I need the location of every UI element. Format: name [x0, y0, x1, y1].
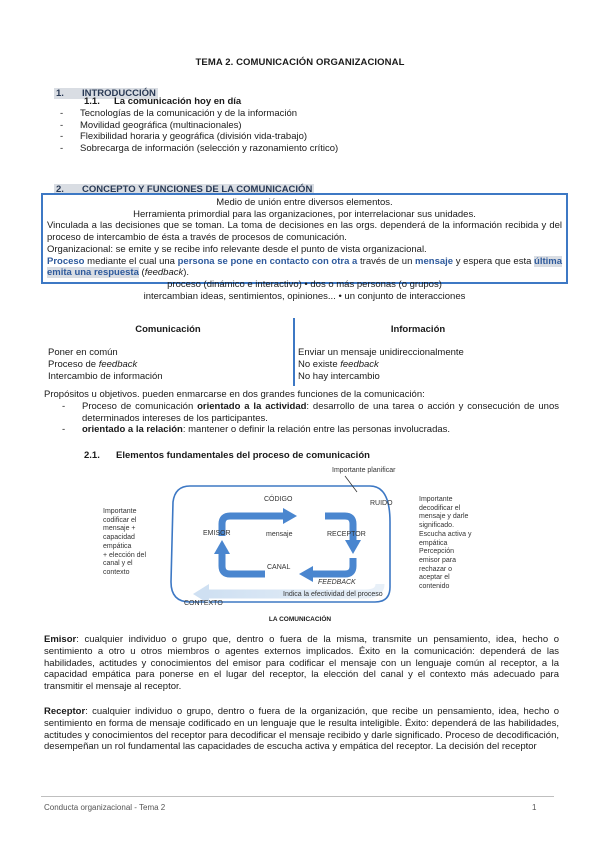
term-receptor: Receptor — [44, 706, 86, 717]
bold-run: persona se pone en contacto con otra a — [177, 255, 358, 267]
subsection-1-1 — [84, 96, 241, 107]
cell-text: No existe — [298, 359, 341, 370]
subsection-2-1-title: Elementos fundamentales del proceso de comunicación — [116, 450, 370, 461]
right-note — [419, 496, 504, 592]
label-feedback: FEEDBACK — [318, 579, 356, 586]
list-item: - Flexibilidad horaria y geográfica (división vida-trabajo) — [60, 131, 560, 143]
table-cell: Poner en común — [48, 347, 118, 358]
label-efectividad: Indica la efectividad del proceso — [283, 591, 383, 598]
section2-num: 2. — [56, 184, 64, 195]
note-line: Escucha activa y — [419, 530, 472, 538]
arrow-left — [222, 552, 265, 574]
functions-intro: Propósitos u objetivos. pueden enmarcarse en dos grandes funciones de la comunicación: — [44, 389, 425, 400]
table-cell: No hay intercambio — [298, 371, 380, 382]
note-line: empática — [419, 539, 448, 547]
label-contexto: CONTEXTO — [184, 600, 223, 607]
note-line: Importante — [419, 496, 453, 503]
subsection-1-1-title: La comunicación hoy en día — [114, 96, 242, 107]
subsection-2-1 — [84, 450, 370, 461]
table-cell: Enviar un mensaje unidireccionalmente — [298, 347, 464, 358]
diagram-top-note: Importante planificar — [332, 467, 396, 474]
bold-run: orientado a la actividad — [197, 401, 307, 412]
note-line: Importante — [103, 508, 137, 515]
text-run: través de un — [357, 255, 416, 267]
list-item — [62, 424, 559, 436]
note-line: empática — [103, 542, 132, 550]
col-comunicacion — [48, 347, 288, 383]
arrow-bottom — [310, 558, 353, 574]
receptor-paragraph — [44, 706, 559, 766]
section1-num: 1. — [56, 88, 64, 99]
text-run: y espera que esta — [453, 255, 535, 267]
concept-line: Organizacional: se emite y se recibe info relevante desde el punto de vista organizacional. — [47, 243, 427, 255]
label-emisor: EMISOR — [203, 530, 231, 537]
text-run: mediante el cual una — [84, 255, 178, 267]
list-item: - Movilidad geográfica (multinacionales) — [60, 120, 560, 132]
col-head-informacion: Información — [390, 324, 446, 335]
paragraph-text: : cualquier individuo o grupo, dentro o fuera de la organización, que recibe un pensamiento, idea, hecho o sentimiento en forma de mensaje codificado en un lenguaje que le resulta inteligible. Éxito: dependerá de las habilidades, actitudes y conocimientos del receptor para decodificar el mensaje recibido y darle significado. Proceso de decodificación, desempeñan un rol fundamental las capacidades de escucha activa y empática del receptor. La decisión del receptor — [44, 706, 559, 753]
list-item: - Sobrecarga de información (selección y razonamiento crítico) — [60, 143, 560, 155]
note-line: contexto — [103, 568, 130, 576]
paragraph-text: : cualquier individuo o grupo que, dentro o fuera de la misma, transmite un pensamiento, idea, hecho o sentimiento a otro u otros miembros o agentes externos implicados. Éxito en la comunicación: dependerá de las habilidades, actitudes y conocimientos del emisor para codificar el mensaje con un lenguaje común al receptor, a la capacidad empática para ponerse en el lugar del receptor, la elección del canal y el contexto más adecuado para transmitir el mensaje al receptor. — [44, 634, 559, 693]
list-item — [62, 401, 559, 424]
cell-italic: feedback — [340, 359, 379, 370]
footer-text: Conducta organizacional - Tema 2 — [44, 803, 166, 812]
subsection-2-1-num: 2.1. — [84, 450, 100, 461]
text-run: ( — [138, 267, 145, 279]
cell-italic: feedback — [98, 359, 138, 370]
bold-run: mensaje — [415, 255, 454, 267]
text-run: : desarrollo de una tarea o acción y consecución de unos determinados intereses de los participantes. — [82, 401, 560, 424]
text-run: Proceso de comunicación — [82, 401, 198, 412]
table-divider — [293, 318, 295, 386]
note-line: + elección del — [103, 551, 147, 559]
arrow-head — [299, 566, 313, 582]
arrow-head — [345, 540, 361, 554]
concept-line: proceso (dinámico e interactivo) • dos o más personas (o grupos) — [167, 278, 442, 290]
note-line: mensaje + — [103, 525, 136, 533]
arrow-right — [325, 516, 353, 542]
subsection-1-1-num: 1.1. — [84, 96, 100, 107]
footer-divider — [41, 796, 554, 797]
emisor-paragraph — [44, 634, 559, 693]
table-cell — [298, 359, 558, 371]
note-line: canal y el — [103, 560, 133, 568]
concept-line: Herramienta primordial para las organizaciones, por interrelacionar sus unidades. — [133, 208, 476, 220]
note-line: mensaje y darle — [419, 513, 469, 521]
note-line: aceptar el — [419, 574, 450, 582]
concept-box — [41, 193, 568, 302]
note-line: Percepción — [419, 548, 455, 556]
arrow-head — [283, 508, 297, 524]
text-run: ). — [183, 267, 190, 279]
note-line: contenido — [419, 583, 450, 591]
page-number: 1 — [532, 803, 537, 812]
label-codigo: CÓDIGO — [264, 496, 293, 503]
col-informacion — [298, 347, 558, 383]
note-line: capacidad — [103, 534, 135, 542]
note-line: codificar el — [103, 516, 137, 524]
label-canal: CANAL — [267, 564, 291, 571]
section2-title: CONCEPTO Y FUNCIONES DE LA COMUNICACIÓN — [82, 184, 313, 195]
italic-run: feedback — [144, 267, 184, 279]
process-definition — [47, 256, 562, 279]
left-note — [103, 508, 178, 578]
table-cell — [48, 359, 288, 371]
label-receptor: RECEPTOR — [327, 531, 366, 538]
label-mensaje: mensaje — [266, 531, 293, 538]
bold-run: última emita una respuesta — [47, 255, 563, 279]
note-pointer — [345, 476, 357, 492]
page-title: TEMA 2. COMUNICACIÓN ORGANIZACIONAL — [195, 57, 405, 68]
functions-list — [62, 401, 559, 436]
list-item: - Tecnologías de la comunicación y de la información — [60, 108, 560, 120]
section1-title: INTRODUCCIÓN — [82, 88, 156, 99]
col-head-comunicacion: Comunicación — [135, 324, 201, 335]
note-line: rechazar o — [419, 565, 453, 573]
diagram-caption: LA COMUNICACIÓN — [268, 616, 332, 623]
term-proceso: Proceso — [47, 255, 85, 267]
term-emisor: Emisor — [44, 634, 77, 645]
note-line: decodificar el — [419, 504, 461, 512]
concept-line: Vinculada a las decisiones que se toman. La toma de decisiones en las orgs. dependerá de la información recibida y del proceso de intercambio de ésta a través de procesos de comunicación. — [47, 220, 562, 244]
cell-text: Proceso de — [48, 359, 99, 370]
bold-run: orientado a la relación — [82, 424, 183, 436]
note-line: significado. — [419, 522, 455, 530]
concept-line: intercambian ideas, sentimientos, opiniones... • un conjunto de interacciones — [143, 290, 466, 302]
text-run: : mantener o definir la relación entre las personas involucradas. — [182, 424, 451, 436]
note-line: emisor para — [419, 556, 456, 564]
label-ruido: RUIDO — [370, 500, 393, 507]
table-cell: Intercambio de información — [48, 371, 163, 382]
intro-list — [60, 108, 560, 154]
concept-line: Medio de unión entre diversos elementos. — [216, 197, 393, 208]
arrow-head — [214, 540, 230, 554]
